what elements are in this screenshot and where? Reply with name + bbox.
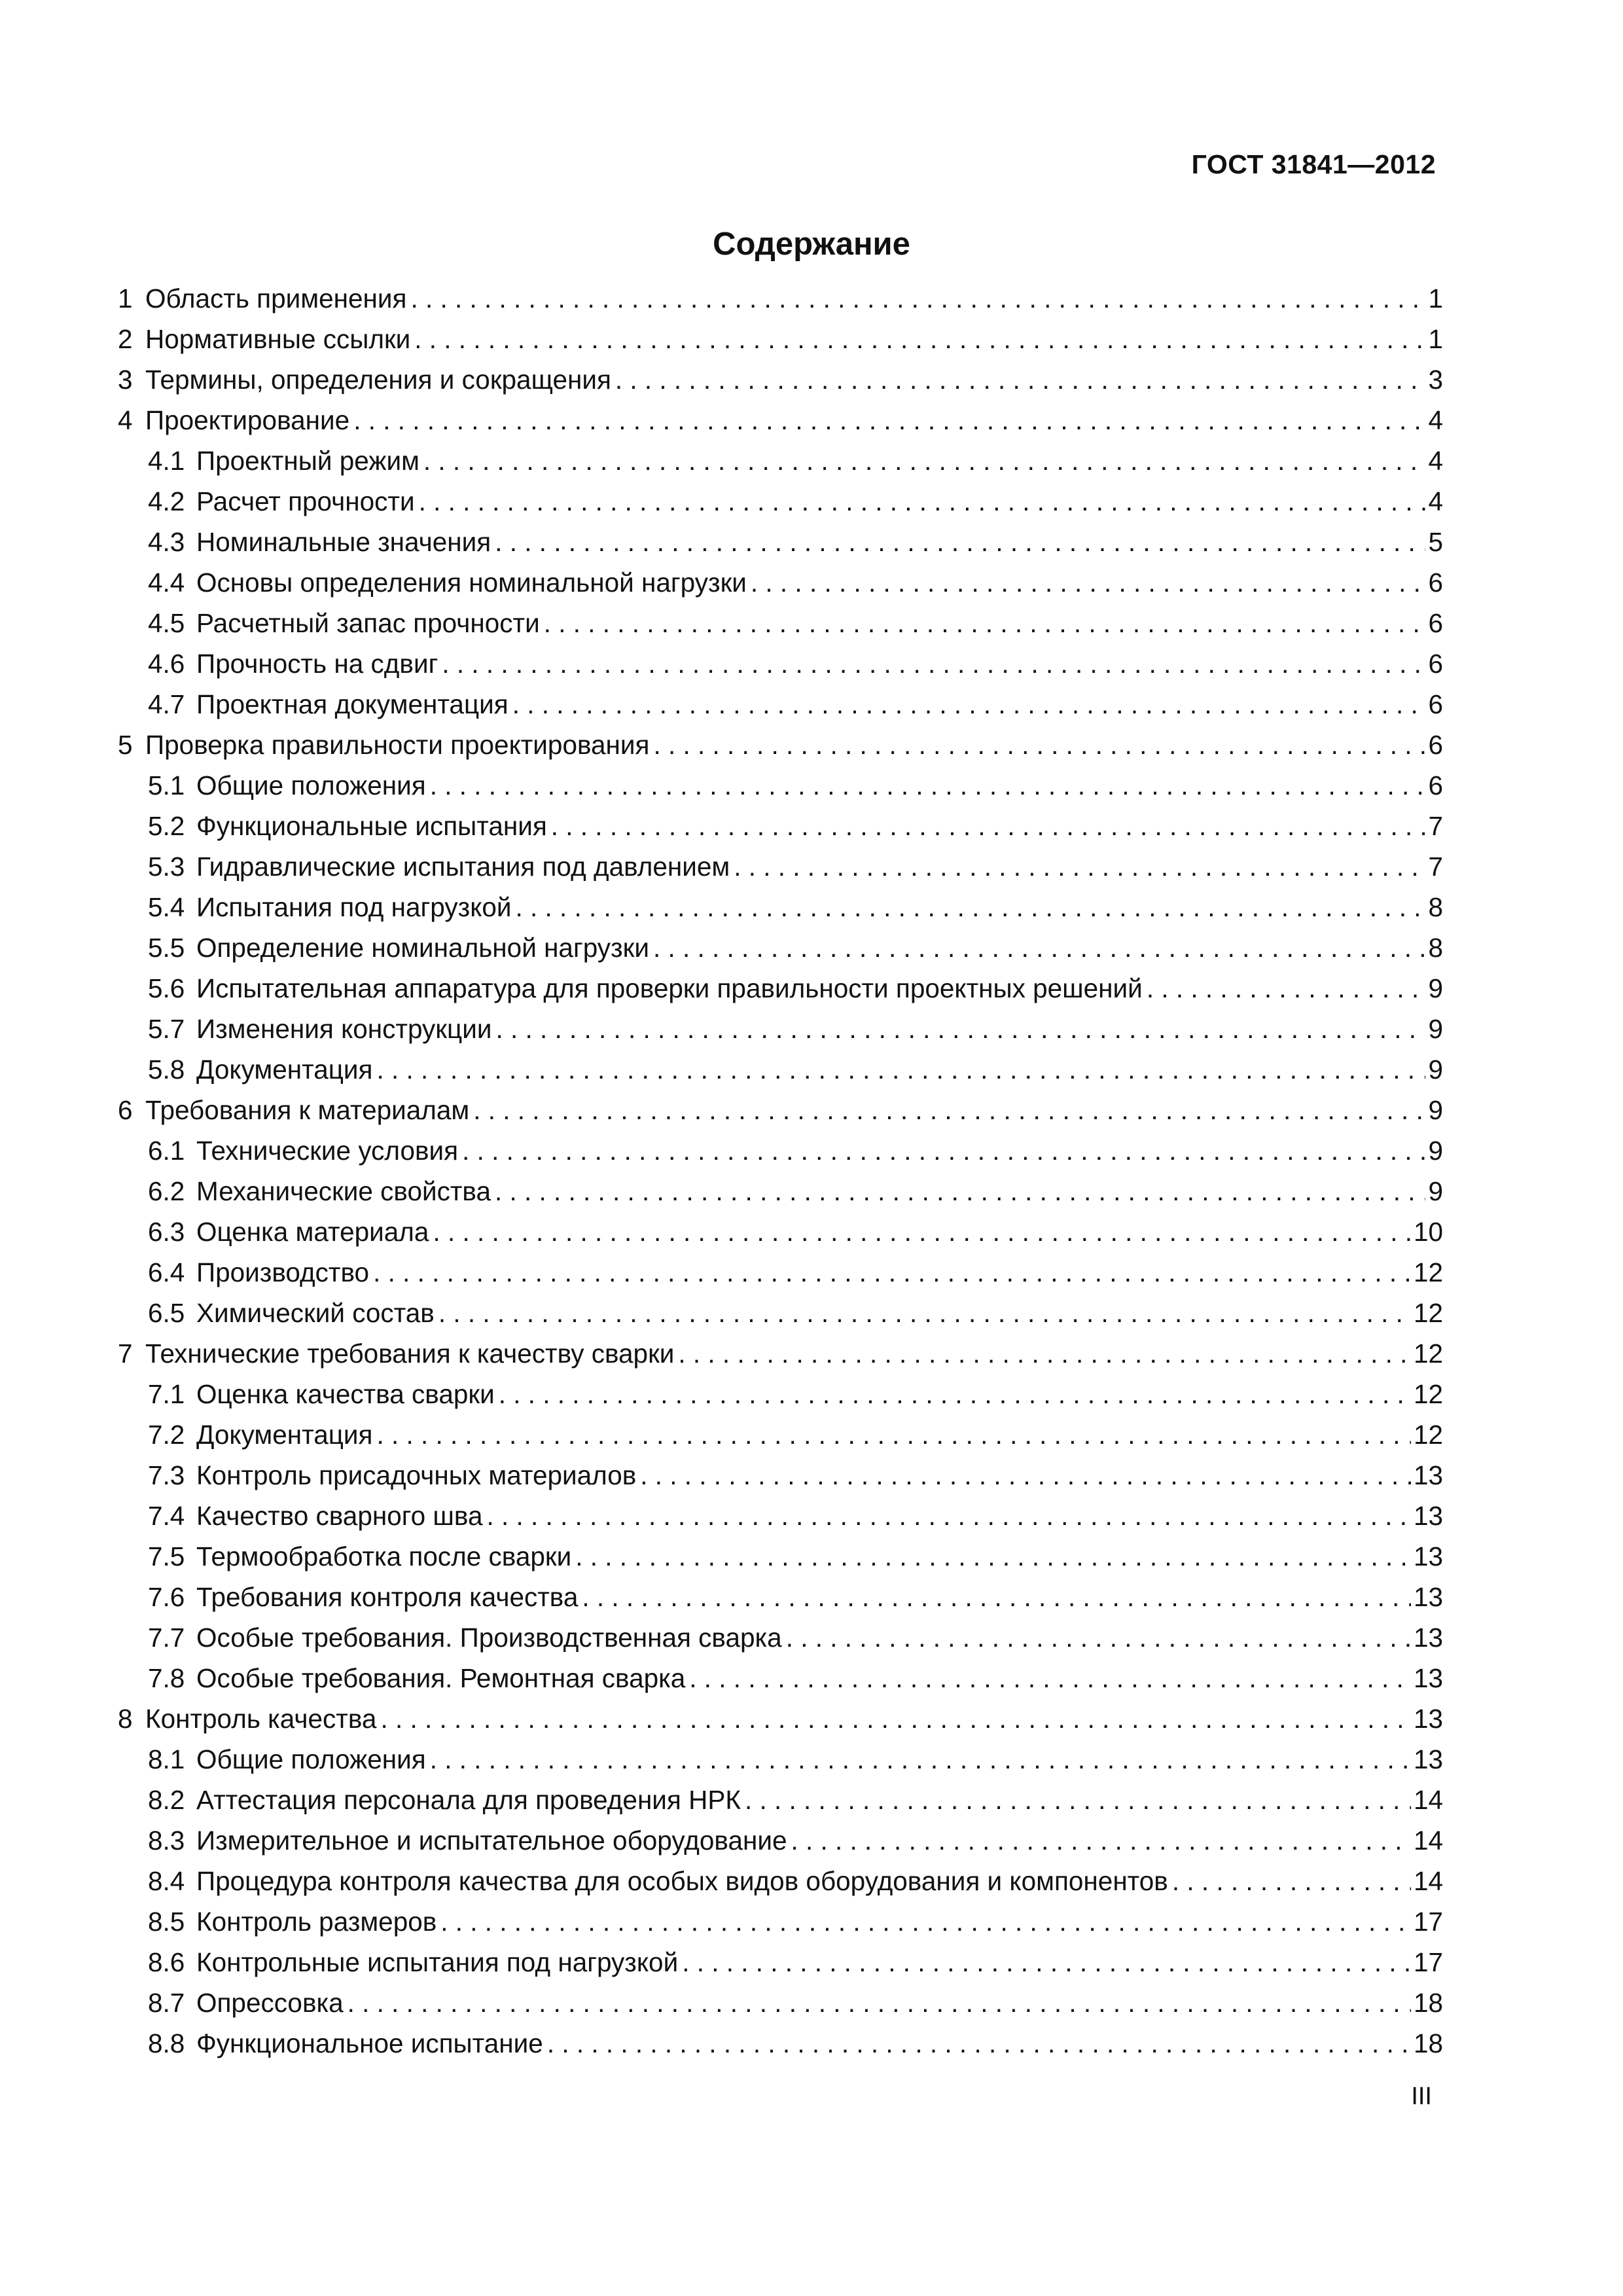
toc-entry-label: Качество сварного шва [196,1501,483,1531]
toc-dot-leader [419,486,1426,517]
toc-entry-label: Номинальные значения [196,527,491,557]
toc-entry-number: 3 [118,365,133,395]
toc-entry-label: Проектный режим [196,446,419,476]
toc-dot-leader [1172,1866,1411,1897]
toc-dot-leader [376,1054,1425,1085]
toc-entry-number: 4.3 [148,527,185,557]
toc-entry-number: 7.1 [148,1379,185,1409]
toc-entry-page: 17 [1413,1907,1443,1937]
toc-entry-number: 7.6 [148,1582,185,1612]
toc-entry-page: 14 [1413,1785,1443,1815]
toc-dot-leader [430,1744,1411,1775]
toc-entry-number: 5.4 [148,892,185,922]
toc-dot-leader [440,1907,1411,1937]
toc-entry [118,1704,1443,1744]
toc-entry-label: Контроль размеров [196,1907,437,1937]
toc-entry-label: Оценка качества сварки [196,1379,495,1409]
toc-entry-label: Расчет прочности [196,486,415,516]
toc-entry-page: 6 [1428,730,1443,760]
toc-entry-page: 9 [1428,1054,1443,1085]
toc-dot-leader [376,1420,1410,1450]
toc-dot-leader [353,405,1425,436]
toc-entry-label: Измерительное и испытательное оборудование [196,1825,787,1856]
toc-entry-page: 13 [1413,1744,1443,1774]
toc-entry-label: Технические требования к качеству сварки [145,1338,675,1369]
toc-entry-number: 5.3 [148,852,185,882]
toc-dot-leader [791,1825,1411,1856]
toc-dot-leader [751,567,1426,598]
toc-entry-label: Процедура контроля качества для особых видов оборудования и компонентов [196,1866,1168,1896]
toc-entry [118,1420,1443,1460]
toc-entry-page: 4 [1428,446,1443,476]
toc-dot-leader [653,730,1425,761]
toc-entry-number: 8.2 [148,1785,185,1815]
toc-entry-label: Механические свойства [196,1176,491,1206]
toc-entry-label: Аттестация персонала для проведения НРК [196,1785,741,1815]
toc-entry-page: 9 [1428,1176,1443,1206]
toc-entry-label: Контрольные испытания под нагрузкой [196,1947,679,1977]
toc-entry [118,892,1443,933]
toc-entry-page: 6 [1428,608,1443,638]
toc-entry-page: 18 [1413,2028,1443,2058]
toc-entry-number: 2 [118,324,133,354]
toc-entry [118,1623,1443,1663]
toc-entry-label: Оценка материала [196,1217,429,1247]
toc-entry-page: 8 [1428,933,1443,963]
toc-entry-label: Контроль присадочных материалов [196,1460,637,1490]
toc-entry-number: 6.2 [148,1176,185,1206]
toc-dot-leader [547,2028,1411,2059]
toc-dot-leader [640,1460,1411,1491]
page-number: III [1411,2083,1432,2110]
toc-entry-number: 8.3 [148,1825,185,1856]
toc-dot-leader [653,933,1426,963]
toc-entry-number: 4.7 [148,689,185,719]
toc-entry [118,1785,1443,1825]
toc-entry [118,811,1443,852]
toc-entry-page: 1 [1428,283,1443,314]
toc-entry-number: 4 [118,405,133,435]
toc-entry-number: 4.5 [148,608,185,638]
toc-dot-leader [734,852,1425,882]
toc-entry-label: Термины, определения и сокращения [145,365,611,395]
toc-entry-number: 4.4 [148,567,185,598]
toc-entry-number: 4.2 [148,486,185,516]
toc-entry-page: 14 [1413,1825,1443,1856]
toc-entry-page: 12 [1413,1257,1443,1287]
toc-dot-leader [473,1095,1425,1126]
toc-entry-page: 3 [1428,365,1443,395]
toc-entry [118,933,1443,973]
toc-entry-number: 6 [118,1095,133,1125]
toc-entry [118,770,1443,811]
toc-entry [118,1907,1443,1947]
toc-entry-number: 7 [118,1338,133,1369]
toc-entry-page: 8 [1428,892,1443,922]
toc-entry [118,1014,1443,1054]
toc-dot-leader [678,1338,1411,1369]
toc-entry [118,567,1443,608]
toc-dot-leader [615,365,1426,395]
toc-entry-number: 5.8 [148,1054,185,1085]
toc-entry-page: 1 [1428,324,1443,354]
toc-entry [118,1460,1443,1501]
toc-entry [118,1988,1443,2028]
toc-entry-page: 6 [1428,689,1443,719]
toc-dot-leader [499,1379,1411,1410]
toc-entry-number: 8.5 [148,1907,185,1937]
toc-entry-number: 1 [118,283,133,314]
toc-entry [118,1663,1443,1704]
toc-dot-leader [551,811,1426,842]
toc-dot-leader [410,283,1425,314]
toc-entry [118,689,1443,730]
toc-entry [118,1095,1443,1136]
toc-entry [118,730,1443,770]
toc-entry [118,1541,1443,1582]
toc-dot-leader [414,324,1425,355]
toc-entry-number: 7.8 [148,1663,185,1693]
toc-entry-page: 12 [1413,1298,1443,1328]
toc-entry [118,405,1443,446]
toc-entry-label: Особые требования. Производственная сварка [196,1623,782,1653]
toc-entry-label: Термообработка после сварки [196,1541,572,1571]
toc-entry-page: 12 [1413,1338,1443,1369]
toc-entry [118,1947,1443,1988]
toc-dot-leader [582,1582,1411,1613]
toc-dot-leader [786,1623,1411,1653]
toc-entry [118,1176,1443,1217]
toc-dot-leader [745,1785,1411,1816]
toc-entry [118,973,1443,1014]
toc-entry-label: Требования к материалам [145,1095,470,1125]
toc-entry-label: Гидравлические испытания под давлением [196,852,730,882]
toc-entry-label: Технические условия [196,1136,459,1166]
toc-entry-label: Особые требования. Ремонтная сварка [196,1663,686,1693]
toc-dot-leader [575,1541,1411,1572]
toc-entry-page: 14 [1413,1866,1443,1896]
toc-entry-page: 12 [1413,1379,1443,1409]
toc-entry-page: 9 [1428,1095,1443,1125]
toc-dot-leader [689,1663,1411,1694]
toc-entry-page: 13 [1413,1501,1443,1531]
table-of-contents [118,283,1443,2069]
toc-entry [118,1257,1443,1298]
toc-dot-leader [544,608,1426,639]
toc-dot-leader [495,1176,1425,1207]
toc-entry-label: Область применения [145,283,407,314]
toc-dot-leader [512,689,1426,720]
toc-entry-number: 8.7 [148,1988,185,2018]
toc-entry-page: 9 [1428,973,1443,1003]
toc-entry-label: Химический состав [196,1298,435,1328]
toc-entry-label: Контроль качества [145,1704,377,1734]
toc-entry-label: Изменения конструкции [196,1014,492,1044]
toc-entry [118,1501,1443,1541]
toc-entry [118,283,1443,324]
toc-entry-page: 13 [1413,1541,1443,1571]
toc-entry-label: Функциональное испытание [196,2028,543,2058]
toc-entry [118,1582,1443,1623]
toc-dot-leader [438,1298,1411,1329]
toc-entry [118,1744,1443,1785]
toc-entry [118,1338,1443,1379]
toc-dot-leader [442,649,1425,679]
toc-entry [118,649,1443,689]
toc-entry-number: 4.1 [148,446,185,476]
toc-entry-number: 7.5 [148,1541,185,1571]
toc-entry-page: 18 [1413,1988,1443,2018]
toc-dot-leader [462,1136,1425,1166]
toc-entry-number: 6.3 [148,1217,185,1247]
toc-entry-number: 5.2 [148,811,185,841]
toc-entry-page: 4 [1428,405,1443,435]
toc-entry-number: 5.7 [148,1014,185,1044]
toc-entry-number: 7.3 [148,1460,185,1490]
toc-entry-number: 8.6 [148,1947,185,1977]
toc-entry-page: 13 [1413,1582,1443,1612]
toc-entry-label: Основы определения номинальной нагрузки [196,567,747,598]
toc-dot-leader [380,1704,1411,1734]
toc-entry-label: Расчетный запас прочности [196,608,540,638]
toc-entry-page: 4 [1428,486,1443,516]
toc-entry-label: Проверка правильности проектирования [145,730,650,760]
toc-dot-leader [495,527,1425,558]
toc-entry-page: 6 [1428,567,1443,598]
toc-entry [118,527,1443,567]
toc-dot-leader [516,892,1426,923]
toc-entry-page: 5 [1428,527,1443,557]
toc-entry [118,365,1443,405]
toc-entry [118,1825,1443,1866]
toc-entry-number: 8.4 [148,1866,185,1896]
toc-entry [118,1298,1443,1338]
toc-entry-number: 7.4 [148,1501,185,1531]
toc-entry-number: 7.7 [148,1623,185,1653]
toc-entry [118,1054,1443,1095]
toc-entry-page: 10 [1413,1217,1443,1247]
toc-entry-number: 6.4 [148,1257,185,1287]
toc-entry [118,324,1443,365]
toc-entry-number: 8.8 [148,2028,185,2058]
toc-entry [118,486,1443,527]
toc-entry-number: 6.1 [148,1136,185,1166]
toc-entry-label: Проектирование [145,405,350,435]
toc-entry-label: Документация [196,1054,373,1085]
toc-entry-label: Определение номинальной нагрузки [196,933,649,963]
toc-entry-page: 13 [1413,1623,1443,1653]
toc-entry [118,446,1443,486]
toc-dot-leader [348,1988,1411,2018]
toc-entry-number: 5 [118,730,133,760]
toc-entry [118,608,1443,649]
toc-entry [118,1136,1443,1176]
document-code: ГОСТ 31841—2012 [1191,149,1436,179]
toc-dot-leader [373,1257,1411,1288]
toc-entry-label: Общие положения [196,770,426,800]
toc-entry [118,1866,1443,1907]
toc-entry-number: 5.6 [148,973,185,1003]
toc-entry-label: Документация [196,1420,373,1450]
toc-entry-page: 7 [1428,811,1443,841]
toc-entry [118,2028,1443,2069]
toc-entry-page: 13 [1413,1460,1443,1490]
toc-entry-label: Требования контроля качества [196,1582,579,1612]
toc-entry-page: 9 [1428,1014,1443,1044]
toc-entry-number: 6.5 [148,1298,185,1328]
toc-title: Содержание [713,226,910,262]
toc-entry-label: Опрессовка [196,1988,344,2018]
toc-entry-label: Нормативные ссылки [145,324,411,354]
toc-dot-leader [682,1947,1411,1978]
toc-entry-label: Прочность на сдвиг [196,649,438,679]
toc-entry [118,852,1443,892]
toc-dot-leader [486,1501,1410,1532]
toc-entry-page: 13 [1413,1663,1443,1693]
toc-entry-label: Испытательная аппаратура для проверки правильности проектных решений [196,973,1143,1003]
toc-entry-page: 6 [1428,649,1443,679]
toc-entry-page: 17 [1413,1947,1443,1977]
toc-entry [118,1379,1443,1420]
toc-entry-number: 4.6 [148,649,185,679]
toc-entry [118,1217,1443,1257]
toc-entry-page: 6 [1428,770,1443,800]
toc-dot-leader [430,770,1426,801]
toc-dot-leader [433,1217,1410,1247]
toc-dot-leader [495,1014,1425,1045]
toc-entry-number: 8 [118,1704,133,1734]
toc-entry-number: 7.2 [148,1420,185,1450]
toc-entry-label: Проектная документация [196,689,508,719]
toc-entry-page: 9 [1428,1136,1443,1166]
toc-entry-number: 5.1 [148,770,185,800]
toc-entry-page: 7 [1428,852,1443,882]
toc-entry-label: Функциональные испытания [196,811,547,841]
toc-dot-leader [1147,973,1426,1004]
toc-dot-leader [423,446,1426,476]
toc-entry-number: 8.1 [148,1744,185,1774]
toc-entry-number: 5.5 [148,933,185,963]
toc-entry-label: Производство [196,1257,370,1287]
toc-entry-page: 12 [1413,1420,1443,1450]
toc-entry-page: 13 [1413,1704,1443,1734]
toc-entry-label: Испытания под нагрузкой [196,892,512,922]
toc-entry-label: Общие положения [196,1744,426,1774]
